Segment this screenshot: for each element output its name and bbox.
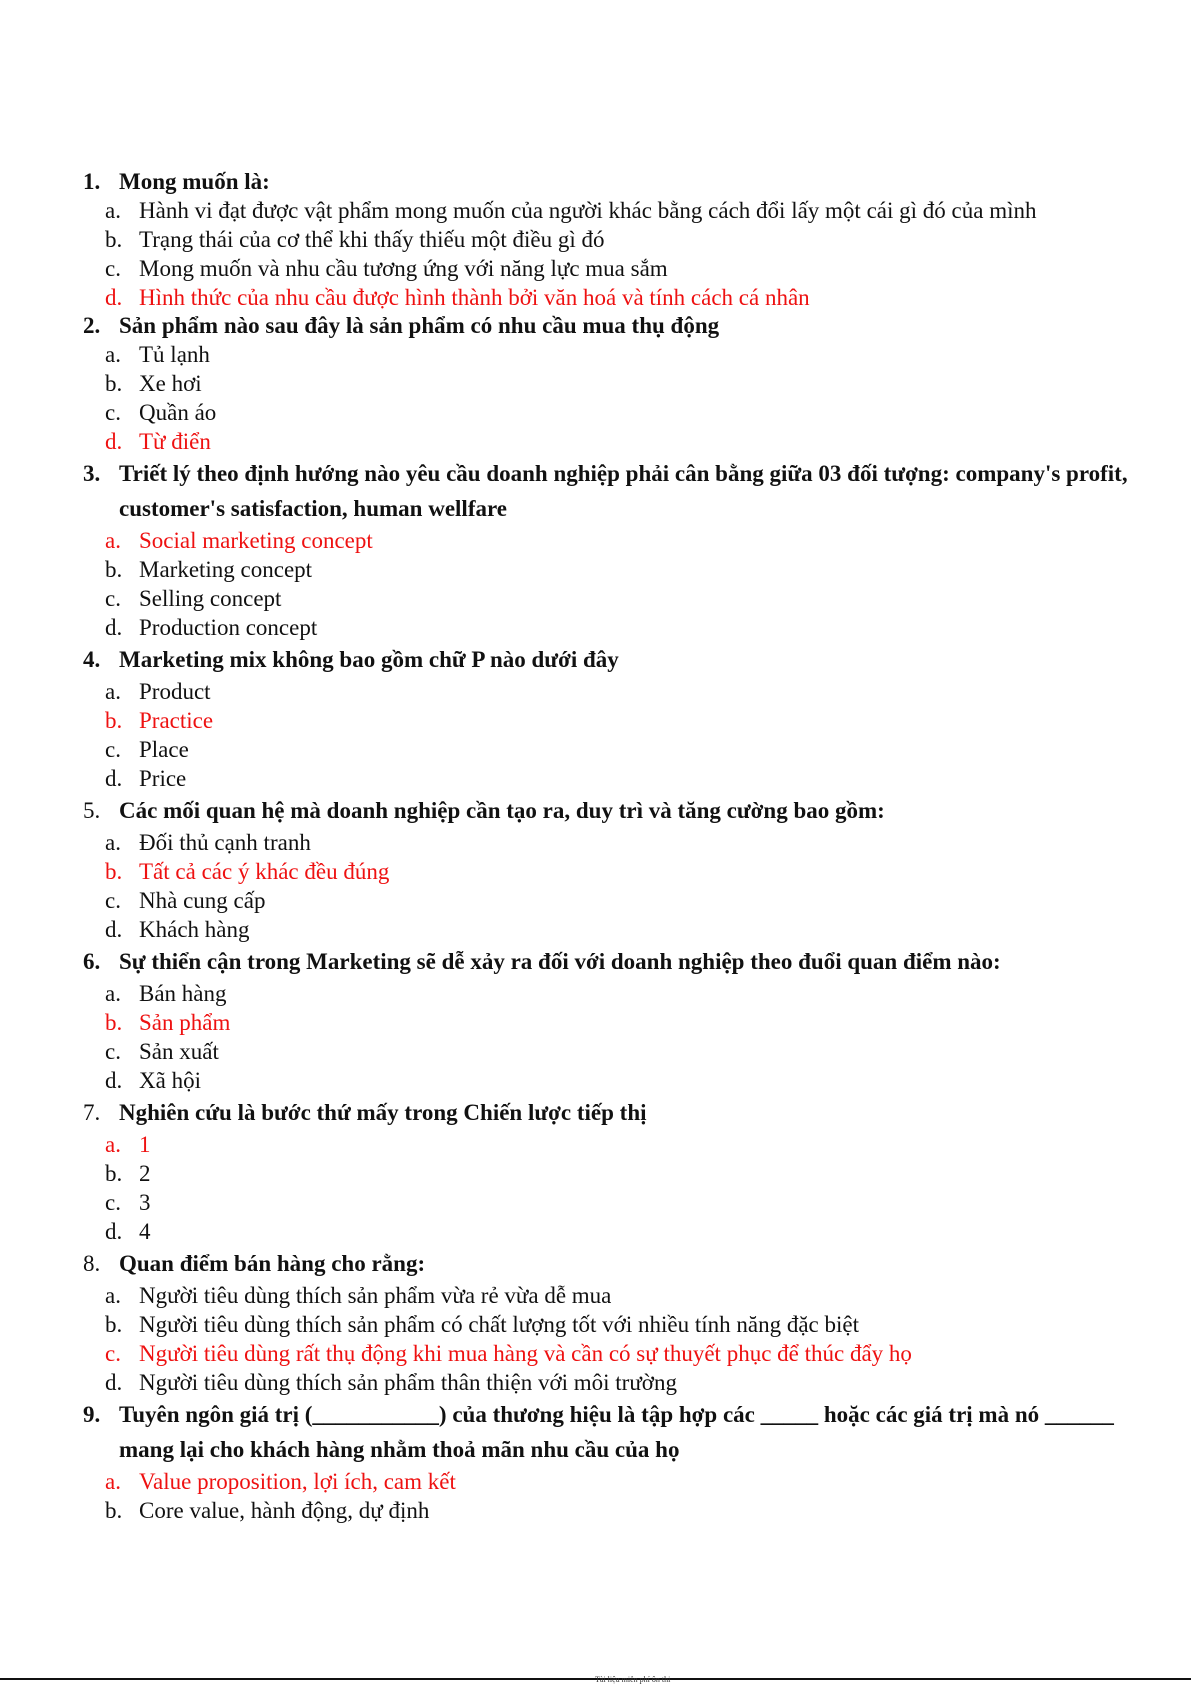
question-number: 6. [83,949,101,974]
answer-option [83,340,1128,369]
answer-option [83,398,1128,427]
answer-option-correct [83,283,1128,312]
question-block [83,456,1128,642]
option-text: Bán hàng [139,981,227,1006]
answer-option [83,979,1128,1008]
option-text: 2 [139,1161,151,1186]
question-number: 7. [83,1100,101,1125]
answer-option [83,1037,1128,1066]
option-text: Nhà cung cấp [139,888,266,913]
option-text: Đối thủ cạnh tranh [139,830,311,855]
option-letter: c. [105,1190,121,1215]
option-letter: c. [105,888,121,913]
question-heading [83,642,1128,677]
option-text: Người tiêu dùng thích sản phẩm có chất lượng tốt với nhiều tính năng đặc biệt [139,1312,859,1337]
option-text: Production concept [139,615,318,640]
option-text: Sản phẩm [139,1010,231,1035]
option-letter: a. [105,981,121,1006]
option-letter: d. [105,615,123,640]
option-text: Product [139,679,211,704]
question-block [83,944,1128,1095]
option-letter: d. [105,1370,123,1395]
answer-options [83,979,1128,1095]
option-letter: a. [105,679,121,704]
answer-option [83,828,1128,857]
question-block [83,1246,1128,1397]
option-letter: a. [105,198,121,223]
question-number: 9. [83,1402,101,1427]
answer-options [83,828,1128,944]
question-heading [83,168,1128,196]
answer-option [83,1188,1128,1217]
option-letter: b. [105,227,123,252]
option-letter: c. [105,256,121,281]
option-letter: a. [105,1469,121,1494]
question-text: Sản phẩm nào sau đây là sản phẩm có nhu cầu mua thụ động [119,313,720,338]
question-number: 5. [83,798,101,823]
option-text: Marketing concept [139,557,313,582]
answer-option [83,1368,1128,1397]
question-text: Triết lý theo định hướng nào yêu cầu doanh nghiệp phải cân bằng giữa 03 đối tượng: company's profit, customer's satisfaction, human wellfare [119,461,1128,521]
option-text: Khách hàng [139,917,250,942]
question-heading [83,456,1128,526]
answer-option [83,677,1128,706]
option-text: Practice [139,708,214,733]
option-letter: d. [105,1219,123,1244]
option-letter: b. [105,859,123,884]
question-heading [83,944,1128,979]
answer-option-correct [83,526,1128,555]
answer-option [83,196,1128,225]
answer-option [83,1496,1128,1525]
option-letter: c. [105,737,121,762]
answer-option-correct [83,427,1128,456]
answer-option [83,584,1128,613]
question-heading [83,793,1128,828]
option-text: Quần áo [139,400,217,425]
question-text: Các mối quan hệ mà doanh nghiệp cần tạo ra, duy trì và tăng cường bao gồm: [119,798,885,823]
question-number: 1. [83,169,101,194]
question-text: Quan điểm bán hàng cho rằng: [119,1251,426,1276]
option-text: Hình thức của nhu cầu được hình thành bởi văn hoá và tính cách cá nhân [139,285,810,310]
question-block [83,642,1128,793]
answer-option [83,1310,1128,1339]
question-text: Marketing mix không bao gồm chữ P nào dưới đây [119,647,619,672]
answer-option-correct [83,1130,1128,1159]
option-letter: a. [105,528,121,553]
option-text: Trạng thái của cơ thể khi thấy thiếu một điều gì đó [139,227,605,252]
answer-options [83,340,1128,456]
option-text: 3 [139,1190,151,1215]
answer-option [83,555,1128,584]
option-text: Người tiêu dùng thích sản phẩm thân thiện với môi trường [139,1370,677,1395]
question-heading [83,1397,1128,1467]
option-text: Value proposition, lợi ích, cam kết [139,1469,456,1494]
answer-options [83,196,1128,312]
option-text: Tất cả các ý khác đều đúng [139,859,390,884]
question-number: 4. [83,647,101,672]
option-letter: d. [105,429,123,454]
answer-option-correct [83,1008,1128,1037]
question-text: Nghiên cứu là bước thứ mấy trong Chiến lược tiếp thị [119,1100,647,1125]
option-letter: a. [105,1132,121,1157]
option-letter: c. [105,1341,121,1366]
question-number: 3. [83,461,101,486]
option-text: Người tiêu dùng thích sản phẩm vừa rẻ vừa dễ mua [139,1283,612,1308]
answer-option [83,369,1128,398]
question-block [83,168,1128,312]
answer-option [83,1217,1128,1246]
answer-options [83,1281,1128,1397]
option-text: Core value, hành động, dự định [139,1498,430,1523]
answer-option [83,735,1128,764]
option-letter: c. [105,1039,121,1064]
question-heading [83,1246,1128,1281]
question-block [83,793,1128,944]
answer-option [83,915,1128,944]
question-text: Mong muốn là: [119,169,270,194]
option-letter: c. [105,400,121,425]
answer-option [83,886,1128,915]
option-text: Người tiêu dùng rất thụ động khi mua hàng và cần có sự thuyết phục để thúc đẩy họ [139,1341,912,1366]
option-letter: b. [105,371,123,396]
option-letter: b. [105,708,123,733]
option-letter: d. [105,285,123,310]
answer-option [83,1066,1128,1095]
option-letter: b. [105,1312,123,1337]
option-text: Price [139,766,187,791]
option-text: Mong muốn và nhu cầu tương ứng với năng lực mua sắm [139,256,668,281]
option-text: Selling concept [139,586,282,611]
option-text: Hành vi đạt được vật phẩm mong muốn của người khác bằng cách đổi lấy một cái gì đó của mình [139,198,1037,223]
answer-options [83,1130,1128,1246]
question-number: 8. [83,1251,101,1276]
answer-options [83,677,1128,793]
answer-option [83,764,1128,793]
option-letter: b. [105,1010,123,1035]
option-text: Xã hội [139,1068,201,1093]
question-number: 2. [83,313,101,338]
answer-option-correct [83,1339,1128,1368]
question-text: Tuyên ngôn giá trị (___________) của thương hiệu là tập hợp các _____ hoặc các giá trị mà nó ______ mang lại cho khách hàng nhằm thoả mãn nhu cầu của họ [119,1402,1114,1462]
option-letter: d. [105,917,123,942]
option-letter: a. [105,342,121,367]
question-block [83,1095,1128,1246]
option-text: Từ điển [139,429,211,454]
option-letter: b. [105,557,123,582]
question-text: Sự thiển cận trong Marketing sẽ dễ xảy ra đối với doanh nghiệp theo đuổi quan điểm nào: [119,949,1001,974]
option-text: Tủ lạnh [139,342,210,367]
option-letter: b. [105,1161,123,1186]
quiz-document [83,168,1128,1525]
footer-text: Tài liệu miễn phí ôn thi [595,1676,671,1684]
option-text: 1 [139,1132,151,1157]
option-letter: a. [105,830,121,855]
answer-option-correct [83,1467,1128,1496]
question-heading [83,312,1128,340]
answer-option-correct [83,706,1128,735]
option-text: Xe hơi [139,371,202,396]
answer-option [83,225,1128,254]
option-text: Sản xuất [139,1039,219,1064]
option-letter: a. [105,1283,121,1308]
question-block [83,312,1128,456]
option-letter: d. [105,1068,123,1093]
answer-options [83,526,1128,642]
answer-option [83,613,1128,642]
answer-option-correct [83,857,1128,886]
option-text: Social marketing concept [139,528,373,553]
option-letter: c. [105,586,121,611]
question-block [83,1397,1128,1525]
option-text: Place [139,737,189,762]
answer-option [83,1159,1128,1188]
answer-option [83,254,1128,283]
option-letter: d. [105,766,123,791]
question-heading [83,1095,1128,1130]
option-letter: b. [105,1498,123,1523]
answer-options [83,1467,1128,1525]
option-text: 4 [139,1219,151,1244]
answer-option [83,1281,1128,1310]
